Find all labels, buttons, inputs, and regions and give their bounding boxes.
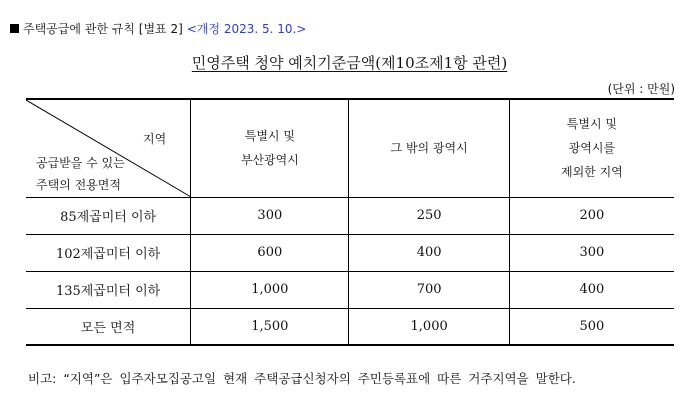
- table-cell: 300: [509, 234, 674, 271]
- corner-area-label: [36, 152, 125, 196]
- column-header-line: 그 밖의 광역시: [390, 141, 468, 156]
- table-cell: 400: [509, 271, 674, 308]
- table-row: [26, 271, 674, 308]
- title-underlined: [192, 54, 507, 72]
- table-cell: 250: [349, 197, 509, 234]
- corner-region-label: 지역: [143, 132, 167, 146]
- table-cell: 1,000: [191, 271, 349, 308]
- column-header-special-busan: [191, 99, 349, 197]
- corner-area-line2: 주택의 전용면적: [36, 178, 121, 192]
- table-row: [26, 197, 674, 234]
- footnote: 비고: “지역”은 입주자모집공고일 현재 주택공급신청자의 주민등록표에 따른 거주지역을 말한다.: [28, 371, 576, 386]
- table-cell: 500: [509, 308, 674, 345]
- column-header-line: 부산광역시: [240, 153, 299, 168]
- column-header-other-regions: [509, 99, 674, 197]
- row-label: 135제곱미터 이하: [26, 271, 191, 308]
- corner-area-line1: 공급받을 수 있는: [36, 156, 125, 170]
- amendment-date: <개정 2023. 5. 10.>: [186, 22, 307, 36]
- table-cell: 400: [349, 234, 509, 271]
- title-relation: (제10조제1항 관련): [375, 54, 508, 72]
- row-label: 85제곱미터 이하: [26, 197, 191, 234]
- column-header-line: 광역시를: [568, 141, 616, 156]
- table-cell: 1,500: [191, 308, 349, 345]
- table-cell: 300: [191, 197, 349, 234]
- table-row: [26, 234, 674, 271]
- table-cell: 600: [191, 234, 349, 271]
- column-header-line: 특별시 및: [566, 117, 617, 132]
- diagonal-header-cell: [26, 99, 191, 197]
- page-title: [0, 52, 699, 73]
- table-row: [26, 308, 674, 345]
- rule-name: 주택공급에 관한 규칙 [별표 2]: [23, 22, 183, 36]
- table-header-row: [26, 99, 674, 197]
- deposit-table: [26, 98, 674, 346]
- column-header-line: 특별시 및: [244, 129, 295, 144]
- row-label: 102제곱미터 이하: [26, 234, 191, 271]
- title-main: 민영주택 청약 예치기준금액: [191, 54, 376, 72]
- black-square-icon: [10, 24, 19, 33]
- column-header-other-metro: [349, 99, 509, 197]
- table-cell: 200: [509, 197, 674, 234]
- unit-label: (단위 : 만원): [607, 82, 675, 96]
- table-cell: 700: [349, 271, 509, 308]
- table-cell: 1,000: [349, 308, 509, 345]
- row-label: 모든 면적: [26, 308, 191, 345]
- column-header-line: 제외한 지역: [561, 165, 623, 180]
- rule-header: [10, 20, 306, 37]
